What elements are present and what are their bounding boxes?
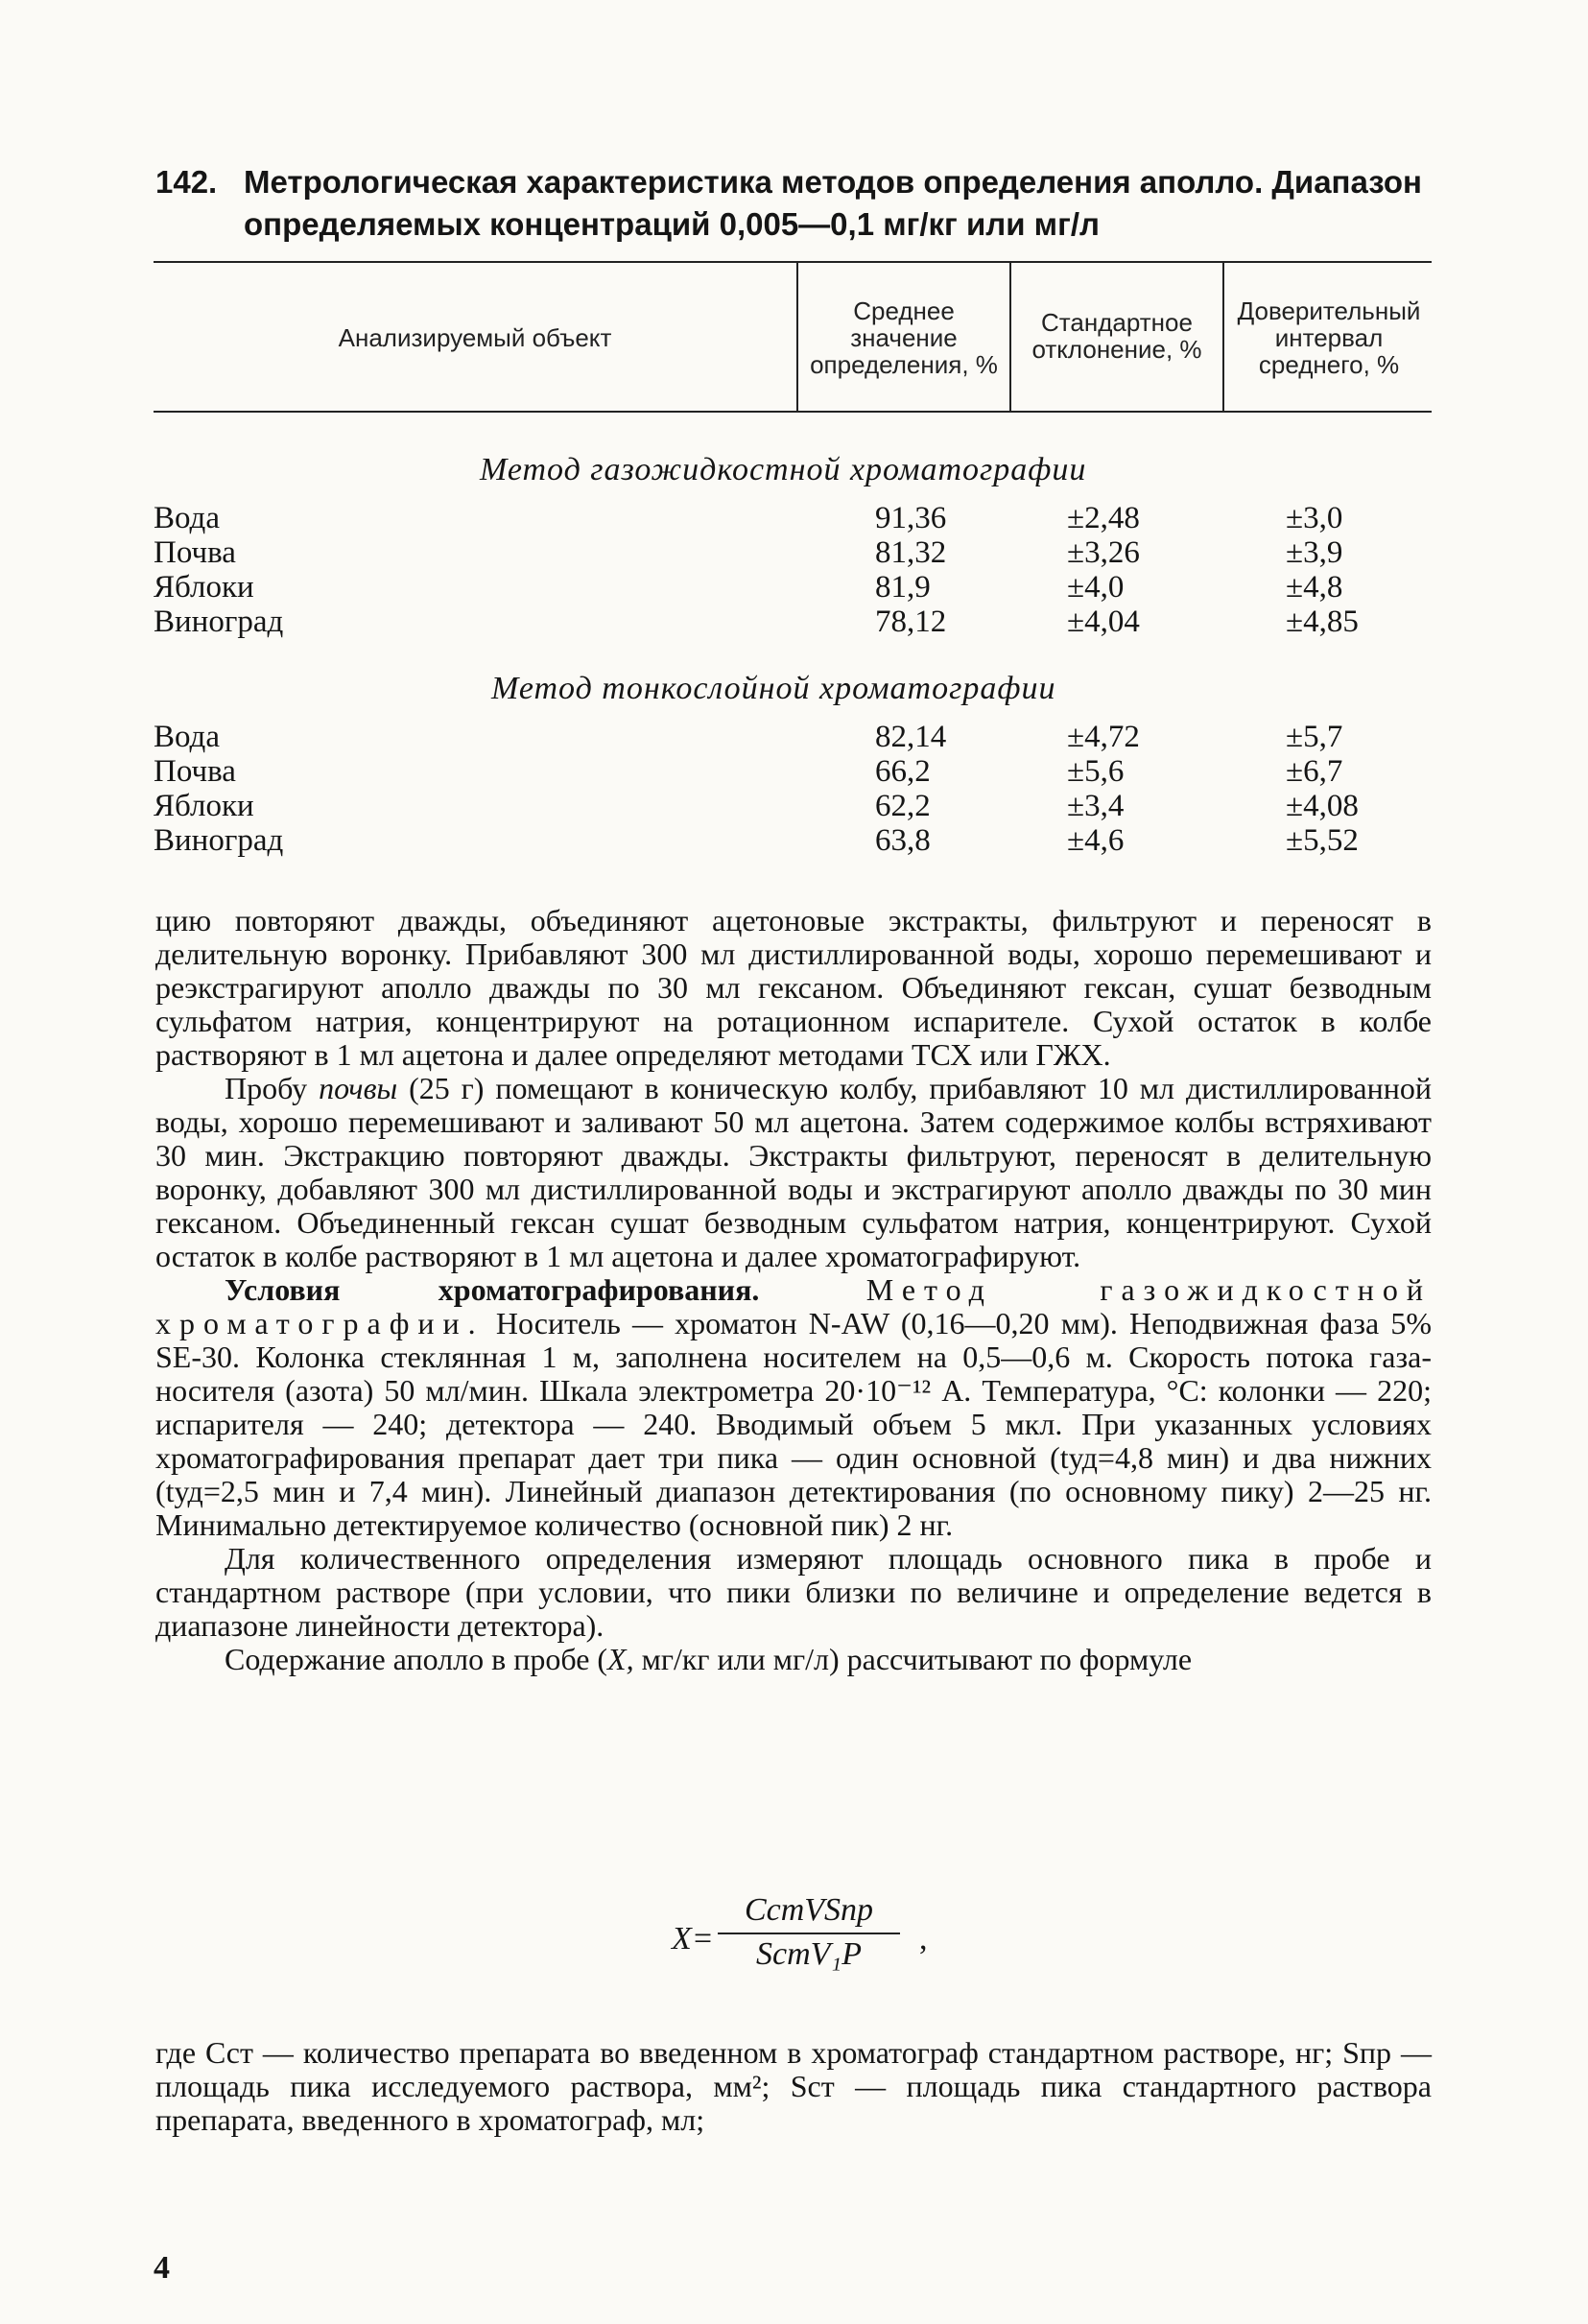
paragraph-definitions: где Сст — количество препарата во введенном в хроматограф стандартном растворе, нг; Sпр — площадь пика исследуемого раствора, мм²; Sст — площадь пика стандартного раствора препарата, введенного в хроматограф, мл; [155,2035,1432,2137]
cell-mean: 81,9 [875,570,931,605]
paragraph-conditions [155,1273,1432,1542]
cell-mean: 82,14 [875,720,947,754]
table-row [154,754,1430,789]
table-row [154,823,1430,858]
soil-emphasis: почвы [319,1071,398,1105]
header-mean: Среднее значение определения, % [810,296,998,379]
body-text-top [155,904,1432,1676]
table-row [154,535,1430,570]
cell-mean: 78,12 [875,605,947,639]
table-top-rule [154,261,1432,263]
cell-std: ±4,04 [1067,605,1140,639]
header-object: Анализируемый объект [338,323,612,352]
table-row [154,570,1430,605]
formula-fraction [718,1892,900,1973]
header-divider-1 [796,261,798,411]
cell-object: Виноград [154,823,284,858]
cell-object: Виноград [154,605,284,639]
cell-std: ±5,6 [1067,754,1125,789]
formula-intro-c: мг/кг или мг/л) рассчитывают по формуле [633,1642,1193,1676]
cell-ci: ±3,0 [1286,501,1343,535]
cell-ci: ±5,7 [1286,720,1343,754]
formula-lhs: X= [672,1921,714,1956]
cell-std: ±4,72 [1067,720,1140,754]
cell-ci: ±6,7 [1286,754,1343,789]
cell-mean: 66,2 [875,754,931,789]
header-std-dev: Стандартное отклонение, % [1031,308,1202,364]
cell-ci: ±4,8 [1286,570,1343,605]
cell-object: Яблоки [154,789,254,823]
cell-std: ±3,4 [1067,789,1125,823]
formula-intro-var: X, [607,1642,634,1676]
section-title-glc: Метод газожидкостной хроматографии [480,452,1087,487]
conditions-heading: Условия хроматографирования. [225,1272,760,1307]
cell-object: Почва [154,535,236,570]
header-confidence: Доверительный интервал среднего, % [1237,296,1421,379]
fraction-bar [718,1933,900,1934]
cell-mean: 91,36 [875,501,947,535]
paragraph-extraction-end: цию повторяют дважды, объединяют ацетоновые экстракты, фильтруют и переносят в делительную воронку. Прибавляют 300 мл дистиллированной воды, хорошо перемешивают и реэкстрагируют аполло дважды по 30 мл гексаном. Объединяют гексан, сушат безводным сульфатом натрия, концентрируют на ротационном испарителе. Сухой остаток в колбе растворяют в 1 мл ацетона и далее определяют методами ТСХ или ГЖХ. [155,903,1432,1072]
section-title-tlc: Метод тонкослойной хроматографии [491,671,1056,706]
formula-denominator: SстV₁P [755,1936,862,1972]
cell-std: ±4,0 [1067,570,1125,605]
table-row [154,720,1430,754]
cell-ci: ±3,9 [1286,535,1343,570]
paragraph-formula-intro [155,1643,1432,1676]
soil-lead: Пробу [225,1071,320,1105]
body-text-bottom [155,2036,1432,2137]
cell-mean: 63,8 [875,823,931,858]
formula-intro-a: Содержание аполло в пробе ( [225,1642,608,1676]
cell-std: ±3,26 [1067,535,1140,570]
page-number: 4 [154,2250,170,2286]
caption-line-1: Метрологическая характеристика методов определения аполло. Диапазон [244,164,1422,200]
table-caption [155,161,1460,246]
cell-mean: 62,2 [875,789,931,823]
table-number: 142. [155,164,218,200]
soil-text: (25 г) помещают в коническую колбу, прибавляют 10 мл дистиллированной воды, хорошо перемешивают и заливают 50 мл ацетона. Затем содержимое колбы встряхивают 30 мин. Экстракцию повторяют дважды. Экстракты фильтруют, переносят в делительную воронку, добавляют 300 мл дистиллированной воды и экстрагируют аполло дважды по 30 мин гексаном. Объединенный гексан сушат безводным сульфатом натрия, концентрируют. Сухой остаток в колбе растворяют в 1 мл ацетона и далее хроматографируют. [155,1071,1433,1273]
table-row [154,789,1430,823]
formula-comma: , [919,1921,928,1956]
table-row [154,501,1430,535]
header-bottom-rule [154,411,1432,413]
cell-ci: ±4,85 [1286,605,1359,639]
conditions-method: Метод газожидкостной хроматографии. [155,1272,1433,1340]
header-divider-2 [1009,261,1011,411]
cell-std: ±2,48 [1067,501,1140,535]
conditions-text: Носитель — хроматон N-AW (0,16—0,20 мм). Неподвижная фаза 5% SE-30. Колонка стеклянная 1 м, заполнена носителем на 0,5—0,6 м. Скорость потока газа-носителя (азота) 50 мл/мин. Шкала электрометра 20·10⁻¹² А. Температура, °С: колонки — 220; испарителя — 240; детектора — 240. Вводимый объем 5 мкл. При указанных условиях хроматографирования препарат дает три пика — один основной (tуд=4,8 мин) и два нижних (tуд=2,5 мин и 7,4 мин). Линейный диапазон детектирования (по основному пику) 2—25 нг. Минимально детектируемое количество (основной пик) 2 нг. [155,1306,1432,1542]
cell-object: Почва [154,754,236,789]
formula-numerator: CстVSпр [744,1892,874,1928]
cell-object: Вода [154,501,220,535]
cell-object: Яблоки [154,570,254,605]
cell-mean: 81,32 [875,535,947,570]
cell-ci: ±4,08 [1286,789,1359,823]
table-row [154,605,1430,639]
header-divider-3 [1222,261,1224,411]
caption-line-2: определяемых концентраций 0,005—0,1 мг/кг или мг/л [244,206,1100,242]
cell-std: ±4,6 [1067,823,1125,858]
paragraph-quantification: Для количественного определения измеряют площадь основного пика в пробе и стандартном растворе (при условии, что пики близки по величине и определение ведется в диапазоне линейности детектора). [155,1541,1432,1643]
cell-ci: ±5,52 [1286,823,1359,858]
cell-object: Вода [154,720,220,754]
paragraph-soil [155,1072,1432,1273]
